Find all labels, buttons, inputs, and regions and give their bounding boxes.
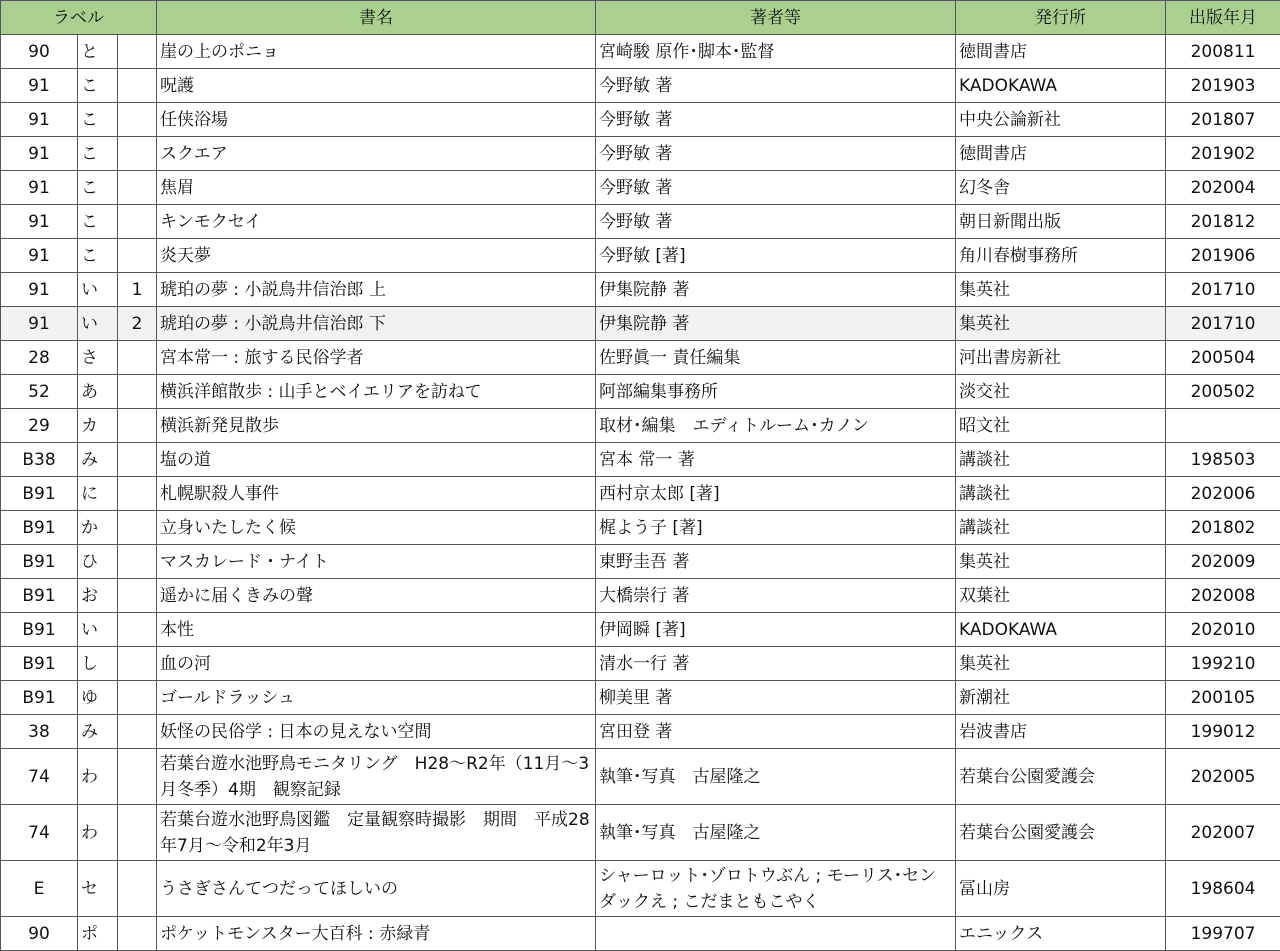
cell-title[interactable]: 塩の道 bbox=[157, 443, 596, 477]
cell-label-letter[interactable]: み bbox=[78, 443, 118, 477]
cell-publisher[interactable]: KADOKAWA bbox=[956, 613, 1166, 647]
cell-author[interactable]: 今野敏 著 bbox=[596, 171, 956, 205]
cell-label-class[interactable]: B91 bbox=[1, 511, 78, 545]
cell-label-letter[interactable]: さ bbox=[78, 341, 118, 375]
cell-label-letter[interactable]: わ bbox=[78, 805, 118, 861]
cell-pub-date[interactable]: 202010 bbox=[1166, 613, 1280, 647]
cell-publisher[interactable]: 若葉台公園愛護会 bbox=[956, 749, 1166, 805]
cell-title[interactable]: 血の河 bbox=[157, 647, 596, 681]
table-row[interactable] bbox=[1, 647, 1280, 681]
cell-label-volume[interactable] bbox=[118, 917, 157, 951]
cell-publisher[interactable]: 幻冬舎 bbox=[956, 171, 1166, 205]
cell-pub-date[interactable]: 201812 bbox=[1166, 205, 1280, 239]
cell-pub-date[interactable]: 202005 bbox=[1166, 749, 1280, 805]
table-row[interactable] bbox=[1, 545, 1280, 579]
cell-author[interactable]: 西村京太郎 [著] bbox=[596, 477, 956, 511]
cell-title[interactable]: スクエア bbox=[157, 137, 596, 171]
cell-author[interactable]: 大橋崇行 著 bbox=[596, 579, 956, 613]
cell-label-letter[interactable]: お bbox=[78, 579, 118, 613]
cell-author[interactable]: 執筆･写真 古屋隆之 bbox=[596, 805, 956, 861]
cell-author[interactable]: 伊集院静 著 bbox=[596, 273, 956, 307]
cell-pub-date[interactable]: 198604 bbox=[1166, 861, 1280, 917]
cell-label-class[interactable]: E bbox=[1, 861, 78, 917]
cell-label-letter[interactable]: あ bbox=[78, 375, 118, 409]
cell-label-letter[interactable]: こ bbox=[78, 171, 118, 205]
cell-title[interactable]: 横浜新発見散歩 bbox=[157, 409, 596, 443]
cell-label-letter[interactable]: ゆ bbox=[78, 681, 118, 715]
cell-pub-date[interactable]: 199210 bbox=[1166, 647, 1280, 681]
cell-title[interactable]: 立身いたしたく候 bbox=[157, 511, 596, 545]
cell-pub-date[interactable] bbox=[1166, 409, 1280, 443]
cell-title[interactable]: 炎天夢 bbox=[157, 239, 596, 273]
cell-publisher[interactable]: 朝日新聞出版 bbox=[956, 205, 1166, 239]
cell-title[interactable]: 横浜洋館散歩 : 山手とベイエリアを訪ねて bbox=[157, 375, 596, 409]
cell-label-letter[interactable]: こ bbox=[78, 137, 118, 171]
cell-pub-date[interactable]: 202007 bbox=[1166, 805, 1280, 861]
cell-label-letter[interactable]: か bbox=[78, 511, 118, 545]
cell-author[interactable]: 宮崎駿 原作･脚本･監督 bbox=[596, 35, 956, 69]
cell-label-class[interactable]: 91 bbox=[1, 205, 78, 239]
cell-label-class[interactable]: 91 bbox=[1, 137, 78, 171]
cell-title[interactable]: 若葉台遊水池野鳥図鑑 定量観察時撮影 期間 平成28年7月～令和2年3月 bbox=[157, 805, 596, 861]
cell-publisher[interactable]: 角川春樹事務所 bbox=[956, 239, 1166, 273]
header-row bbox=[1, 1, 1280, 35]
table-row[interactable] bbox=[1, 341, 1280, 375]
cell-label-volume[interactable] bbox=[118, 239, 157, 273]
cell-author[interactable]: 東野圭吾 著 bbox=[596, 545, 956, 579]
cell-label-volume[interactable] bbox=[118, 443, 157, 477]
cell-label-letter[interactable]: ポ bbox=[78, 917, 118, 951]
cell-label-letter[interactable]: こ bbox=[78, 239, 118, 273]
cell-publisher[interactable]: 昭文社 bbox=[956, 409, 1166, 443]
cell-publisher[interactable]: 淡交社 bbox=[956, 375, 1166, 409]
cell-publisher[interactable]: 若葉台公園愛護会 bbox=[956, 805, 1166, 861]
cell-label-class[interactable]: 91 bbox=[1, 239, 78, 273]
cell-author[interactable]: 阿部編集事務所 bbox=[596, 375, 956, 409]
header-title[interactable]: 書名 bbox=[157, 1, 596, 35]
cell-author[interactable]: 今野敏 著 bbox=[596, 103, 956, 137]
table-row[interactable] bbox=[1, 443, 1280, 477]
table-row[interactable] bbox=[1, 613, 1280, 647]
cell-label-volume[interactable] bbox=[118, 35, 157, 69]
cell-label-volume[interactable]: 1 bbox=[118, 273, 157, 307]
cell-label-letter[interactable]: カ bbox=[78, 409, 118, 443]
cell-author[interactable]: 執筆･写真 古屋隆之 bbox=[596, 749, 956, 805]
cell-author[interactable]: 柳美里 著 bbox=[596, 681, 956, 715]
cell-label-class[interactable]: 91 bbox=[1, 103, 78, 137]
cell-publisher[interactable]: 集英社 bbox=[956, 647, 1166, 681]
cell-title[interactable]: 崖の上のポニョ bbox=[157, 35, 596, 69]
cell-label-class[interactable]: 74 bbox=[1, 749, 78, 805]
cell-pub-date[interactable]: 201902 bbox=[1166, 137, 1280, 171]
cell-label-volume[interactable] bbox=[118, 69, 157, 103]
cell-publisher[interactable]: 中央公論新社 bbox=[956, 103, 1166, 137]
table-row[interactable] bbox=[1, 861, 1280, 917]
cell-label-class[interactable]: 29 bbox=[1, 409, 78, 443]
cell-title[interactable]: ゴールドラッシュ bbox=[157, 681, 596, 715]
table-row[interactable] bbox=[1, 409, 1280, 443]
cell-publisher[interactable]: 講談社 bbox=[956, 477, 1166, 511]
cell-label-class[interactable]: B91 bbox=[1, 477, 78, 511]
cell-title[interactable]: 呪護 bbox=[157, 69, 596, 103]
cell-pub-date[interactable]: 201710 bbox=[1166, 273, 1280, 307]
cell-label-class[interactable]: 74 bbox=[1, 805, 78, 861]
table-row[interactable] bbox=[1, 511, 1280, 545]
table-row[interactable] bbox=[1, 749, 1280, 805]
header-label[interactable]: ラベル bbox=[1, 1, 157, 35]
cell-label-class[interactable]: B91 bbox=[1, 579, 78, 613]
cell-title[interactable]: 琥珀の夢 : 小説鳥井信治郎 下 bbox=[157, 307, 596, 341]
table-row[interactable] bbox=[1, 205, 1280, 239]
cell-title[interactable]: 宮本常一 : 旅する民俗学者 bbox=[157, 341, 596, 375]
cell-pub-date[interactable]: 200105 bbox=[1166, 681, 1280, 715]
cell-author[interactable]: 今野敏 著 bbox=[596, 69, 956, 103]
cell-label-letter[interactable]: い bbox=[78, 273, 118, 307]
cell-pub-date[interactable]: 199012 bbox=[1166, 715, 1280, 749]
cell-label-volume[interactable] bbox=[118, 103, 157, 137]
cell-label-volume[interactable] bbox=[118, 613, 157, 647]
cell-pub-date[interactable]: 202009 bbox=[1166, 545, 1280, 579]
cell-publisher[interactable]: 岩波書店 bbox=[956, 715, 1166, 749]
cell-author[interactable]: 梶よう子 [著] bbox=[596, 511, 956, 545]
cell-label-volume[interactable]: 2 bbox=[118, 307, 157, 341]
table-row[interactable] bbox=[1, 103, 1280, 137]
cell-label-volume[interactable] bbox=[118, 137, 157, 171]
table-row[interactable] bbox=[1, 579, 1280, 613]
cell-label-volume[interactable] bbox=[118, 749, 157, 805]
cell-author[interactable] bbox=[596, 917, 956, 951]
table-row[interactable] bbox=[1, 375, 1280, 409]
cell-title[interactable]: キンモクセイ bbox=[157, 205, 596, 239]
cell-label-volume[interactable] bbox=[118, 715, 157, 749]
cell-pub-date[interactable]: 202006 bbox=[1166, 477, 1280, 511]
table-row[interactable] bbox=[1, 35, 1280, 69]
table-row[interactable] bbox=[1, 805, 1280, 861]
cell-label-volume[interactable] bbox=[118, 205, 157, 239]
cell-label-class[interactable]: 91 bbox=[1, 171, 78, 205]
cell-pub-date[interactable]: 201903 bbox=[1166, 69, 1280, 103]
cell-pub-date[interactable]: 201802 bbox=[1166, 511, 1280, 545]
cell-label-class[interactable]: 91 bbox=[1, 69, 78, 103]
table-row[interactable] bbox=[1, 477, 1280, 511]
cell-label-class[interactable]: 90 bbox=[1, 35, 78, 69]
cell-label-letter[interactable]: セ bbox=[78, 861, 118, 917]
cell-title[interactable]: うさぎさんてつだってほしいの bbox=[157, 861, 596, 917]
cell-title[interactable]: 琥珀の夢 : 小説鳥井信治郎 上 bbox=[157, 273, 596, 307]
cell-label-letter[interactable]: こ bbox=[78, 69, 118, 103]
cell-title[interactable]: 札幌駅殺人事件 bbox=[157, 477, 596, 511]
cell-author[interactable]: 今野敏 [著] bbox=[596, 239, 956, 273]
cell-label-volume[interactable] bbox=[118, 681, 157, 715]
cell-title[interactable]: 焦眉 bbox=[157, 171, 596, 205]
table-row[interactable] bbox=[1, 681, 1280, 715]
cell-title[interactable]: 遥かに届くきみの聲 bbox=[157, 579, 596, 613]
cell-label-volume[interactable] bbox=[118, 477, 157, 511]
cell-pub-date[interactable]: 201710 bbox=[1166, 307, 1280, 341]
table-row[interactable] bbox=[1, 273, 1280, 307]
table-row[interactable] bbox=[1, 239, 1280, 273]
cell-publisher[interactable]: 新潮社 bbox=[956, 681, 1166, 715]
cell-label-class[interactable]: 38 bbox=[1, 715, 78, 749]
cell-label-letter[interactable]: わ bbox=[78, 749, 118, 805]
cell-publisher[interactable]: 講談社 bbox=[956, 511, 1166, 545]
cell-publisher[interactable]: 冨山房 bbox=[956, 861, 1166, 917]
cell-pub-date[interactable]: 202004 bbox=[1166, 171, 1280, 205]
cell-pub-date[interactable]: 201807 bbox=[1166, 103, 1280, 137]
cell-label-class[interactable]: B38 bbox=[1, 443, 78, 477]
cell-label-class[interactable]: B91 bbox=[1, 545, 78, 579]
cell-label-letter[interactable]: こ bbox=[78, 205, 118, 239]
cell-label-volume[interactable] bbox=[118, 171, 157, 205]
table-row[interactable] bbox=[1, 69, 1280, 103]
cell-pub-date[interactable]: 199707 bbox=[1166, 917, 1280, 951]
cell-label-letter[interactable]: ひ bbox=[78, 545, 118, 579]
cell-publisher[interactable]: 河出書房新社 bbox=[956, 341, 1166, 375]
cell-label-class[interactable]: B91 bbox=[1, 613, 78, 647]
header-author[interactable]: 著者等 bbox=[596, 1, 956, 35]
cell-label-letter[interactable]: い bbox=[78, 613, 118, 647]
cell-publisher[interactable]: エニックス bbox=[956, 917, 1166, 951]
cell-author[interactable]: 伊集院静 著 bbox=[596, 307, 956, 341]
table-row[interactable] bbox=[1, 171, 1280, 205]
cell-title[interactable]: マスカレード・ナイト bbox=[157, 545, 596, 579]
cell-label-class[interactable]: 91 bbox=[1, 307, 78, 341]
cell-label-class[interactable]: 91 bbox=[1, 273, 78, 307]
cell-label-volume[interactable] bbox=[118, 579, 157, 613]
cell-label-letter[interactable]: こ bbox=[78, 103, 118, 137]
cell-author[interactable]: 宮田登 著 bbox=[596, 715, 956, 749]
cell-title[interactable]: ポケットモンスター大百科 : 赤緑青 bbox=[157, 917, 596, 951]
cell-pub-date[interactable]: 198503 bbox=[1166, 443, 1280, 477]
cell-label-volume[interactable] bbox=[118, 805, 157, 861]
table-row[interactable] bbox=[1, 137, 1280, 171]
cell-label-letter[interactable]: み bbox=[78, 715, 118, 749]
cell-publisher[interactable]: 徳間書店 bbox=[956, 35, 1166, 69]
cell-label-volume[interactable] bbox=[118, 647, 157, 681]
cell-label-letter[interactable]: に bbox=[78, 477, 118, 511]
cell-pub-date[interactable]: 202008 bbox=[1166, 579, 1280, 613]
cell-author[interactable]: 今野敏 著 bbox=[596, 205, 956, 239]
cell-label-letter[interactable]: い bbox=[78, 307, 118, 341]
cell-pub-date[interactable]: 201906 bbox=[1166, 239, 1280, 273]
header-date[interactable]: 出版年月 bbox=[1166, 1, 1280, 35]
cell-label-volume[interactable] bbox=[118, 861, 157, 917]
table-row[interactable] bbox=[1, 715, 1280, 749]
cell-publisher[interactable]: 徳間書店 bbox=[956, 137, 1166, 171]
cell-label-class[interactable]: 90 bbox=[1, 917, 78, 951]
cell-pub-date[interactable]: 200504 bbox=[1166, 341, 1280, 375]
cell-author[interactable]: 取材･編集 エディトルーム･カノン bbox=[596, 409, 956, 443]
cell-label-volume[interactable] bbox=[118, 341, 157, 375]
cell-publisher[interactable]: 集英社 bbox=[956, 307, 1166, 341]
cell-author[interactable]: 宮本 常一 著 bbox=[596, 443, 956, 477]
cell-publisher[interactable]: 講談社 bbox=[956, 443, 1166, 477]
cell-title[interactable]: 任侠浴場 bbox=[157, 103, 596, 137]
cell-label-volume[interactable] bbox=[118, 409, 157, 443]
cell-pub-date[interactable]: 200811 bbox=[1166, 35, 1280, 69]
cell-label-letter[interactable]: と bbox=[78, 35, 118, 69]
cell-title[interactable]: 妖怪の民俗学 : 日本の見えない空間 bbox=[157, 715, 596, 749]
cell-author[interactable]: 伊岡瞬 [著] bbox=[596, 613, 956, 647]
cell-label-volume[interactable] bbox=[118, 375, 157, 409]
table-row[interactable] bbox=[1, 917, 1280, 951]
cell-label-letter[interactable]: し bbox=[78, 647, 118, 681]
cell-publisher[interactable]: 集英社 bbox=[956, 545, 1166, 579]
cell-pub-date[interactable]: 200502 bbox=[1166, 375, 1280, 409]
cell-publisher[interactable]: 集英社 bbox=[956, 273, 1166, 307]
cell-title[interactable]: 若葉台遊水池野鳥モニタリング H28～R2年（11月～3月冬季）4期 観察記録 bbox=[157, 749, 596, 805]
header-publisher[interactable]: 発行所 bbox=[956, 1, 1166, 35]
cell-title[interactable]: 本性 bbox=[157, 613, 596, 647]
cell-label-class[interactable]: B91 bbox=[1, 681, 78, 715]
cell-publisher[interactable]: KADOKAWA bbox=[956, 69, 1166, 103]
cell-label-class[interactable]: 28 bbox=[1, 341, 78, 375]
cell-author[interactable]: 今野敏 著 bbox=[596, 137, 956, 171]
cell-label-class[interactable]: 52 bbox=[1, 375, 78, 409]
cell-author[interactable]: 佐野眞一 責任編集 bbox=[596, 341, 956, 375]
cell-publisher[interactable]: 双葉社 bbox=[956, 579, 1166, 613]
cell-label-volume[interactable] bbox=[118, 511, 157, 545]
cell-author[interactable]: 清水一行 著 bbox=[596, 647, 956, 681]
table-row[interactable] bbox=[1, 307, 1280, 341]
cell-label-volume[interactable] bbox=[118, 545, 157, 579]
cell-label-class[interactable]: B91 bbox=[1, 647, 78, 681]
cell-author[interactable]: シャーロット･ゾロトウぶん ; モーリス･センダックえ ; こだまともこやく bbox=[596, 861, 956, 917]
